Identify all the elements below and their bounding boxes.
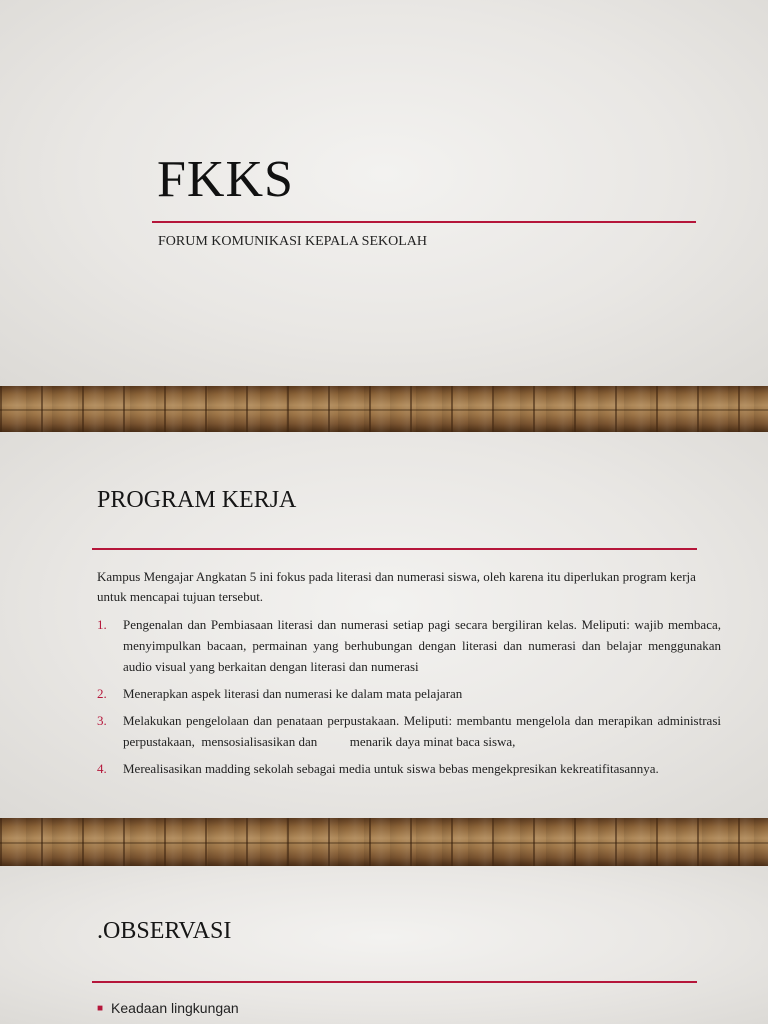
- list-item: 4. Merealisasikan madding sekolah sebagai media untuk siswa bebas mengekpresikan kekreatifitasannya.: [97, 761, 659, 776]
- slide-1-divider: [152, 221, 696, 223]
- slide-1: [0, 0, 768, 386]
- program-intro: Kampus Mengajar Angkatan 5 ini fokus pada literasi dan numerasi siswa, oleh karena itu diperlukan program kerja untuk mencapai tujuan tersebut.: [97, 569, 696, 604]
- slide-3-divider: [92, 981, 697, 983]
- slide-3-title: .OBSERVASI: [97, 918, 232, 944]
- slide-1-subtitle: FORUM KOMUNIKASI KEPALA SEKOLAH: [158, 234, 428, 249]
- program-list: [97, 614, 725, 785]
- list-item: 2. Menerapkan aspek literasi dan numerasi ke dalam mata pelajaran: [97, 686, 463, 701]
- slide-2-divider: [92, 548, 697, 550]
- slide-2-title: PROGRAM KERJA: [97, 487, 297, 513]
- observation-item: ■ Keadaan lingkungan: [97, 1000, 239, 1016]
- wood-floor-divider: [0, 818, 768, 866]
- slide-1-title: FKKS: [157, 151, 294, 208]
- wood-floor-divider: [0, 386, 768, 432]
- square-bullet-icon: ■: [97, 1003, 104, 1014]
- list-item: 1. Pengenalan dan Pembiasaan literasi dan numerasi setiap pagi secara bergiliran kelas. Meliputi: wajib membaca, menyimpulkan bacaan, permainan yang berhubungan dengan literasi dan numerasi dan belajar menggunakan audio visual yang berkaitan dengan literasi dan numerasi: [97, 617, 721, 674]
- list-item: 3. Melakukan pengelolaan dan penataan perpustakaan. Meliputi: membantu mengelola dan merapikan administrasi perpustakaan, mensosialisasikan dan menarik daya minat baca siswa,: [97, 713, 725, 749]
